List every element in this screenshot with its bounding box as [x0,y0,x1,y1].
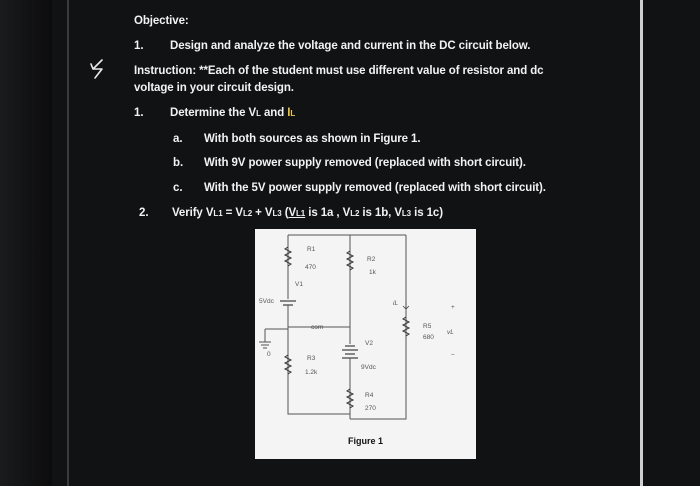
v1-label: V1 [295,281,303,288]
left-margin-rule [67,0,69,486]
com-label: com [311,324,324,331]
figure-1-circuit [255,229,476,459]
v1-source-symbol [280,301,296,305]
r1-label: R1 [307,246,316,253]
instruction-line-2: voltage in your circuit design. [134,82,294,94]
il-label: iL [393,300,399,307]
sub-item-b-text: With 9V power supply removed (replaced with short circuit). [204,157,526,169]
vl-plus: + [451,304,455,311]
item-1-number: 1. [134,40,144,52]
sub-item-c-text: With the 5V power supply removed (replaced with short circuit). [204,182,546,194]
r3-wire [288,327,350,414]
circuit-diagram [255,229,476,434]
task-1-number: 1. [134,107,144,119]
r5-label: R5 [423,323,432,330]
task-2-number: 2. [139,207,149,219]
v2-source-symbol [342,346,358,358]
task-1-text: Determine the VL and IL [170,107,296,119]
ground-symbol [259,329,271,348]
r1-value: 470 [305,264,316,271]
heading-objective: Objective: [134,15,189,27]
r3-label: R3 [307,355,316,362]
r4-value: 270 [365,405,376,412]
item-1-text: Design and analyze the voltage and current in the DC circuit below. [170,40,531,52]
r5-value: 680 [423,334,434,341]
r4-label: R4 [365,392,374,399]
r2-value: 1k [369,269,376,276]
right-margin-rule [640,0,643,486]
vl-minus: − [451,352,455,359]
v2-label: V2 [365,340,373,347]
sub-item-a-label: a. [173,133,183,145]
r5-wire [350,347,406,419]
r2-label: R2 [367,256,376,263]
sub-item-a-text: With both sources as shown in Figure 1. [204,133,421,145]
current-arrow-icon [403,301,409,309]
sub-item-c-label: c. [173,182,183,194]
instruction-line-1: Instruction: **Each of the student must use different value of resistor and dc [134,65,544,77]
r3-value: 1.2k [305,369,318,376]
sub-item-b-label: b. [173,157,184,169]
figure-caption: Figure 1 [347,436,383,446]
task-2-text: Verify VL1 = VL2 + VL3 (VL1 is 1a , VL2 is 1b, VL3 is 1c) [172,207,443,219]
ground-label: 0 [267,351,271,358]
v1-value: 5Vdc [259,298,274,305]
left-page-edge [0,0,52,486]
vl-label: vL [447,329,454,336]
pen-arrow-icon [86,58,108,80]
v2-value: 9Vdc [361,364,376,371]
